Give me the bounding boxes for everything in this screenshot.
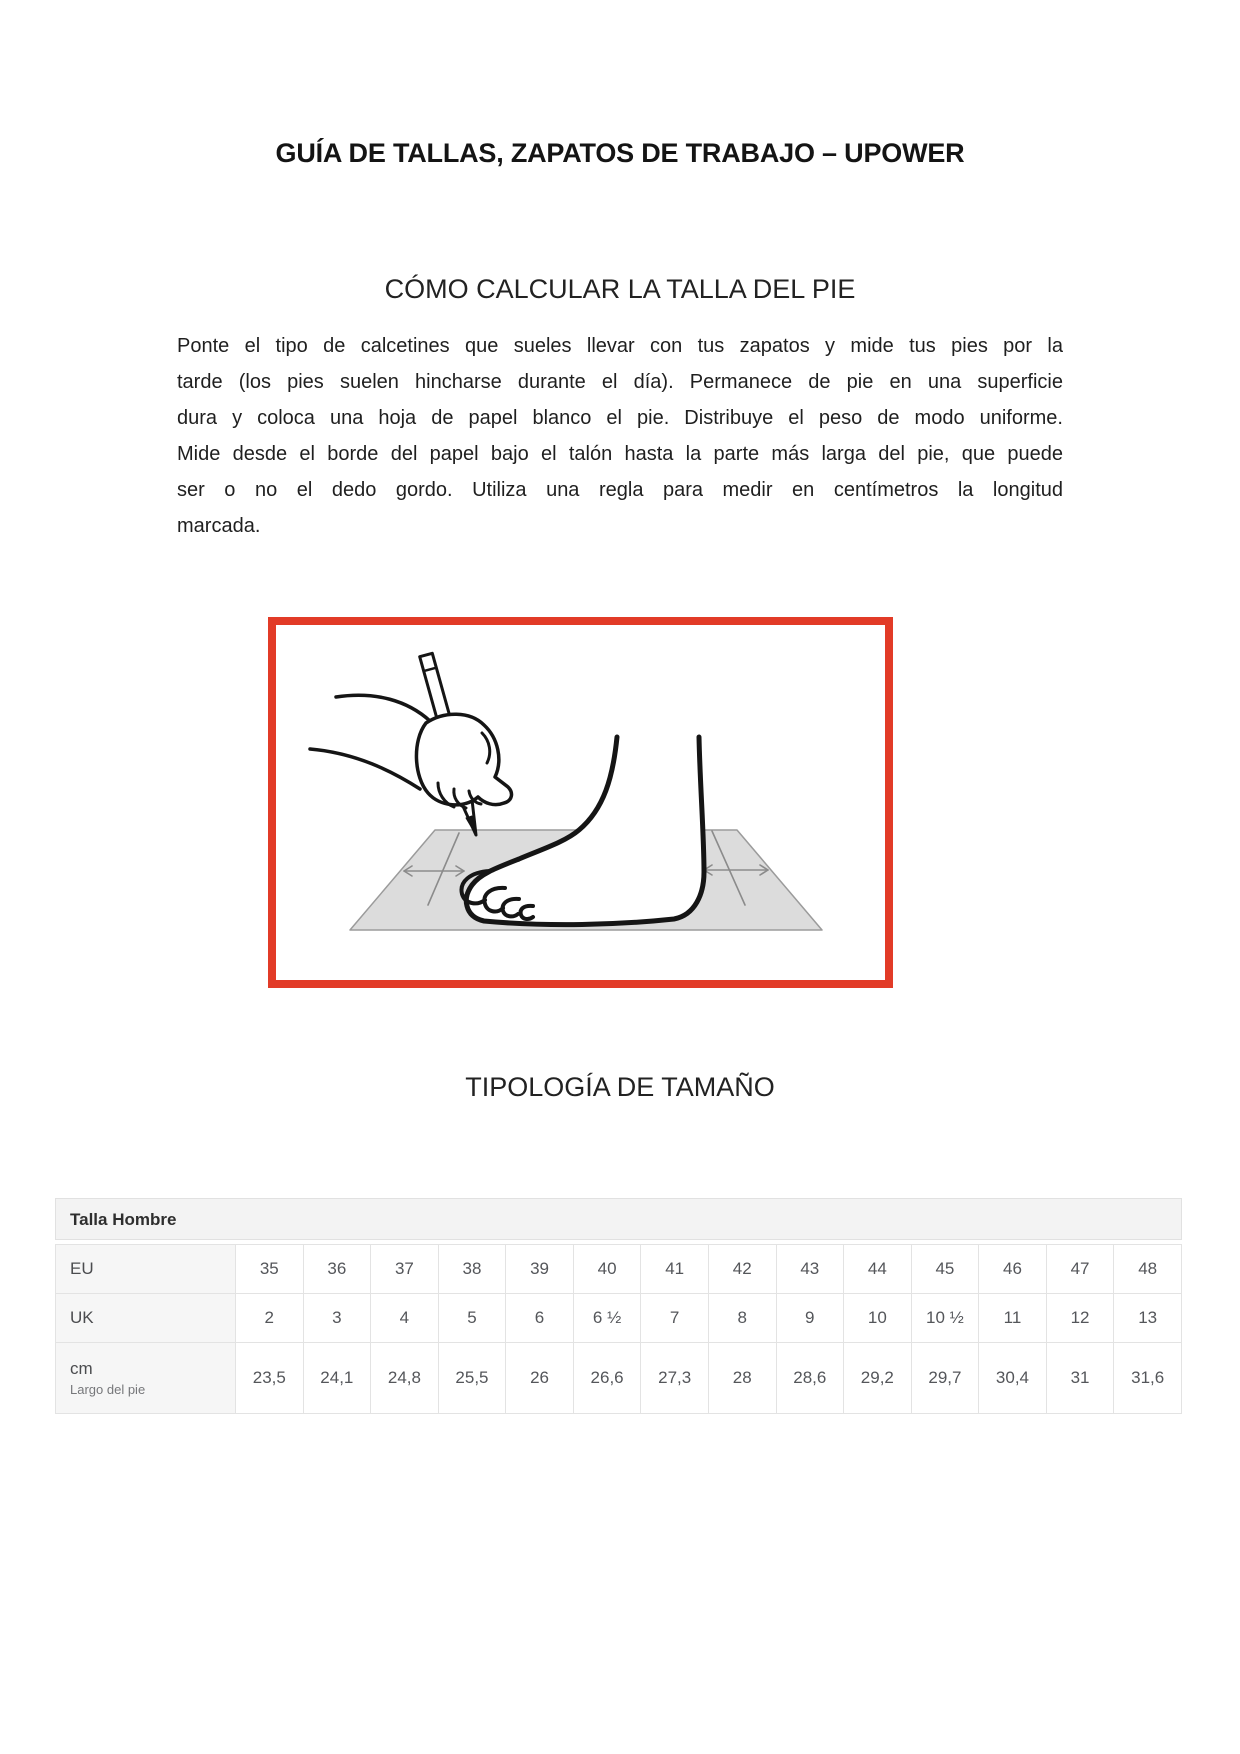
paragraph-line: Ponte el tipo de calcetines que sueles llevar con tus zapatos y mide tus pies por la: [177, 335, 1063, 357]
uk-size: 12: [1046, 1294, 1114, 1343]
cm-size: 29,7: [911, 1343, 979, 1414]
eu-size: 39: [506, 1245, 574, 1294]
table-row-eu: [56, 1245, 1182, 1294]
uk-size: 11: [979, 1294, 1047, 1343]
hand: [310, 695, 511, 808]
cm-size: 31,6: [1114, 1343, 1182, 1414]
cm-size: 26: [506, 1343, 574, 1414]
paragraph-line: dura y coloca una hoja de papel blanco el pie. Distribuye el peso de modo uniforme.: [177, 407, 1063, 429]
uk-size: 6: [506, 1294, 574, 1343]
instructions-paragraph: [177, 328, 1063, 544]
row-label-eu: EU: [56, 1245, 236, 1294]
row-label-uk: UK: [56, 1294, 236, 1343]
uk-size: 3: [303, 1294, 371, 1343]
paragraph-line: Mide desde el borde del papel bajo el talón hasta la parte más larga del pie, que puede: [177, 443, 1063, 465]
eu-size: 43: [776, 1245, 844, 1294]
uk-size: 4: [371, 1294, 439, 1343]
table-title: Talla Hombre: [55, 1198, 1182, 1240]
cm-sublabel: Largo del pie: [70, 1382, 146, 1397]
table-row-uk: [56, 1294, 1182, 1343]
cm-size: 26,6: [573, 1343, 641, 1414]
uk-size: 5: [438, 1294, 506, 1343]
cm-size: 28,6: [776, 1343, 844, 1414]
cm-size: 28: [708, 1343, 776, 1414]
cm-size: 31: [1046, 1343, 1114, 1414]
eu-size: 35: [236, 1245, 304, 1294]
eu-size: 44: [844, 1245, 912, 1294]
foot-measurement-figure: [268, 617, 893, 988]
size-table-section: [55, 1198, 1182, 1414]
typology-heading: TIPOLOGÍA DE TAMAÑO: [465, 1072, 775, 1102]
cm-size: 25,5: [438, 1343, 506, 1414]
paragraph-line: ser o no el dedo gordo. Utiliza una regla para medir en centímetros la longitud: [177, 479, 1063, 501]
uk-size: 8: [708, 1294, 776, 1343]
cm-size: 27,3: [641, 1343, 709, 1414]
how-to-heading: CÓMO CALCULAR LA TALLA DEL PIE: [384, 274, 856, 304]
cm-size: 29,2: [844, 1343, 912, 1414]
page-title: GUÍA DE TALLAS, ZAPATOS DE TRABAJO – UPOWER: [275, 138, 965, 168]
eu-size: 38: [438, 1245, 506, 1294]
eu-size: 42: [708, 1245, 776, 1294]
eu-size: 40: [573, 1245, 641, 1294]
paragraph-line: tarde (los pies suelen hincharse durante el día). Permanece de pie en una superficie: [177, 371, 1063, 393]
eu-size: 45: [911, 1245, 979, 1294]
table-row-cm: [56, 1343, 1182, 1414]
cm-size: 23,5: [236, 1343, 304, 1414]
eu-size: 36: [303, 1245, 371, 1294]
paragraph-line: marcada.: [177, 515, 261, 537]
uk-size: 10 ½: [911, 1294, 979, 1343]
row-label-cm: [56, 1343, 236, 1414]
uk-size: 9: [776, 1294, 844, 1343]
cm-label: cm: [70, 1359, 93, 1378]
uk-size: 7: [641, 1294, 709, 1343]
eu-size: 46: [979, 1245, 1047, 1294]
eu-size: 48: [1114, 1245, 1182, 1294]
uk-size: 2: [236, 1294, 304, 1343]
foot-tracing-illustration: [276, 625, 885, 980]
uk-size: 6 ½: [573, 1294, 641, 1343]
uk-size: 10: [844, 1294, 912, 1343]
eu-size: 47: [1046, 1245, 1114, 1294]
cm-size: 30,4: [979, 1343, 1047, 1414]
cm-size: 24,8: [371, 1343, 439, 1414]
uk-size: 13: [1114, 1294, 1182, 1343]
eu-size: 37: [371, 1245, 439, 1294]
eu-size: 41: [641, 1245, 709, 1294]
cm-size: 24,1: [303, 1343, 371, 1414]
size-table: [55, 1244, 1182, 1414]
